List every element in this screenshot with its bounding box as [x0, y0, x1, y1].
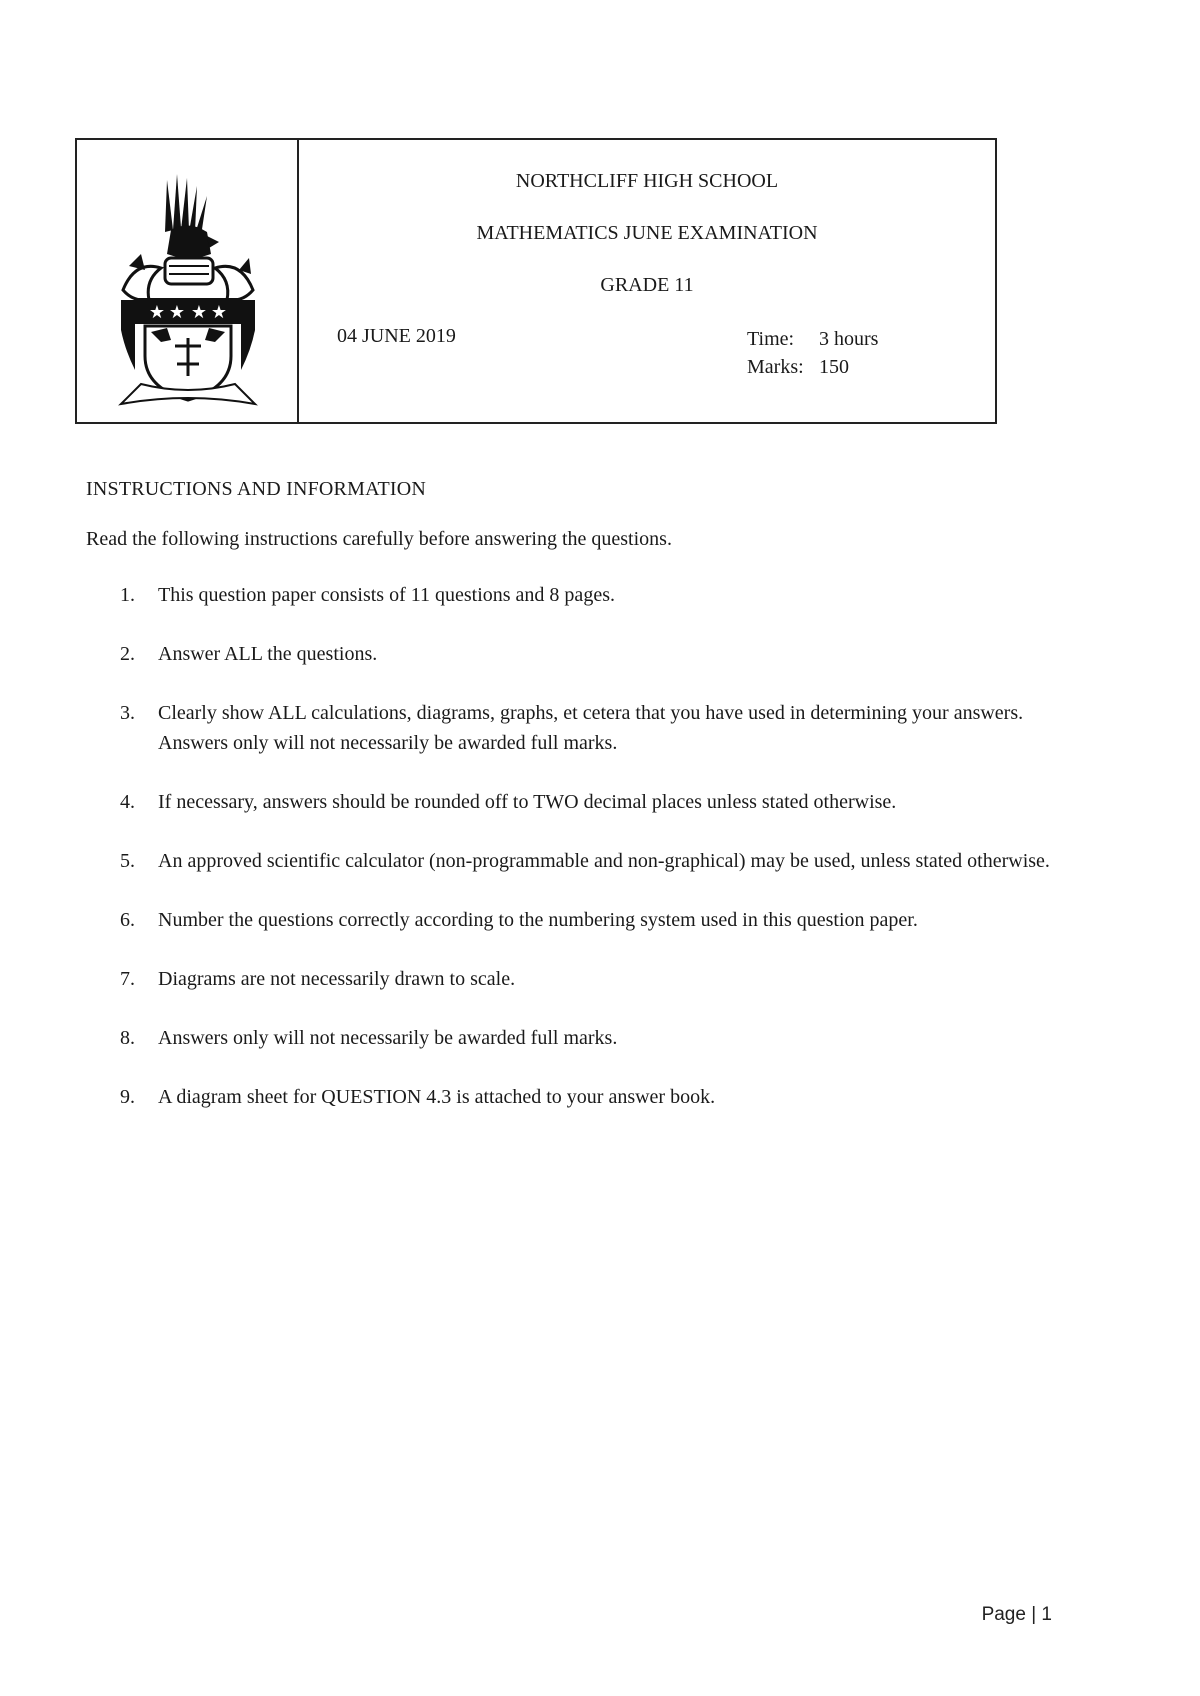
instruction-number: 3.: [120, 702, 135, 724]
exam-date: 04 JUNE 2019: [337, 325, 456, 347]
instruction-number: 8.: [120, 1027, 135, 1049]
instruction-number: 4.: [120, 791, 135, 813]
instruction-number: 2.: [120, 643, 135, 665]
instruction-number: 1.: [120, 584, 135, 606]
instruction-item: [120, 1082, 1050, 1112]
instruction-number: 7.: [120, 968, 135, 990]
instruction-item: [120, 787, 1050, 817]
instruction-item: [120, 1023, 1050, 1053]
school-crest-logo: [115, 170, 261, 406]
instruction-text: Clearly show ALL calculations, diagrams, graphs, et cetera that you have used in determining your answers. Answers only will not necessarily be awarded full marks.: [158, 702, 1024, 754]
school-name: NORTHCLIFF HIGH SCHOOL: [515, 170, 779, 192]
instruction-item: [120, 905, 1050, 935]
instruction-number: 9.: [120, 1086, 135, 1108]
instruction-text: Answers only will not necessarily be awarded full marks.: [158, 1027, 618, 1049]
instruction-item: [120, 639, 1050, 669]
exam-info-cell: [299, 140, 995, 422]
exam-header-box: [75, 138, 997, 424]
svg-text:★: ★: [168, 302, 186, 323]
instruction-item: [120, 846, 1050, 876]
svg-text:★: ★: [190, 302, 208, 323]
instruction-text: A diagram sheet for QUESTION 4.3 is attached to your answer book.: [158, 1086, 716, 1108]
instruction-item: [120, 580, 1050, 610]
time-label: Time:: [747, 328, 795, 350]
instruction-item: [120, 698, 1050, 758]
instructions-intro: Read the following instructions carefully before answering the questions.: [86, 528, 672, 550]
crest-cell: [77, 140, 299, 422]
instruction-text: This question paper consists of 11 questions and 8 pages.: [158, 584, 615, 606]
instruction-number: 6.: [120, 909, 135, 931]
svg-text:★: ★: [148, 302, 166, 323]
marks-row: [747, 353, 878, 381]
instructions-heading: INSTRUCTIONS AND INFORMATION: [86, 478, 427, 500]
page-number: Page | 1: [981, 1604, 1052, 1625]
marks-label: Marks:: [747, 356, 804, 378]
instruction-text: An approved scientific calculator (non-programmable and non-graphical) may be used, unless stated otherwise.: [158, 850, 1050, 872]
exam-title: MATHEMATICS JUNE EXAMINATION: [476, 222, 818, 244]
instructions-list: [120, 580, 1050, 1141]
instruction-text: If necessary, answers should be rounded off to TWO decimal places unless stated otherwise.: [158, 791, 897, 813]
time-value: 3 hours: [819, 328, 879, 350]
instruction-text: Diagrams are not necessarily drawn to scale.: [158, 968, 516, 990]
instruction-number: 5.: [120, 850, 135, 872]
time-row: [747, 325, 878, 353]
instruction-text: Answer ALL the questions.: [158, 643, 378, 665]
time-marks-block: [747, 325, 878, 381]
svg-text:★: ★: [210, 302, 228, 323]
marks-value: 150: [819, 356, 849, 378]
instruction-text: Number the questions correctly according to the numbering system used in this question paper.: [158, 909, 918, 931]
instruction-item: [120, 964, 1050, 994]
exam-grade: GRADE 11: [600, 274, 694, 296]
